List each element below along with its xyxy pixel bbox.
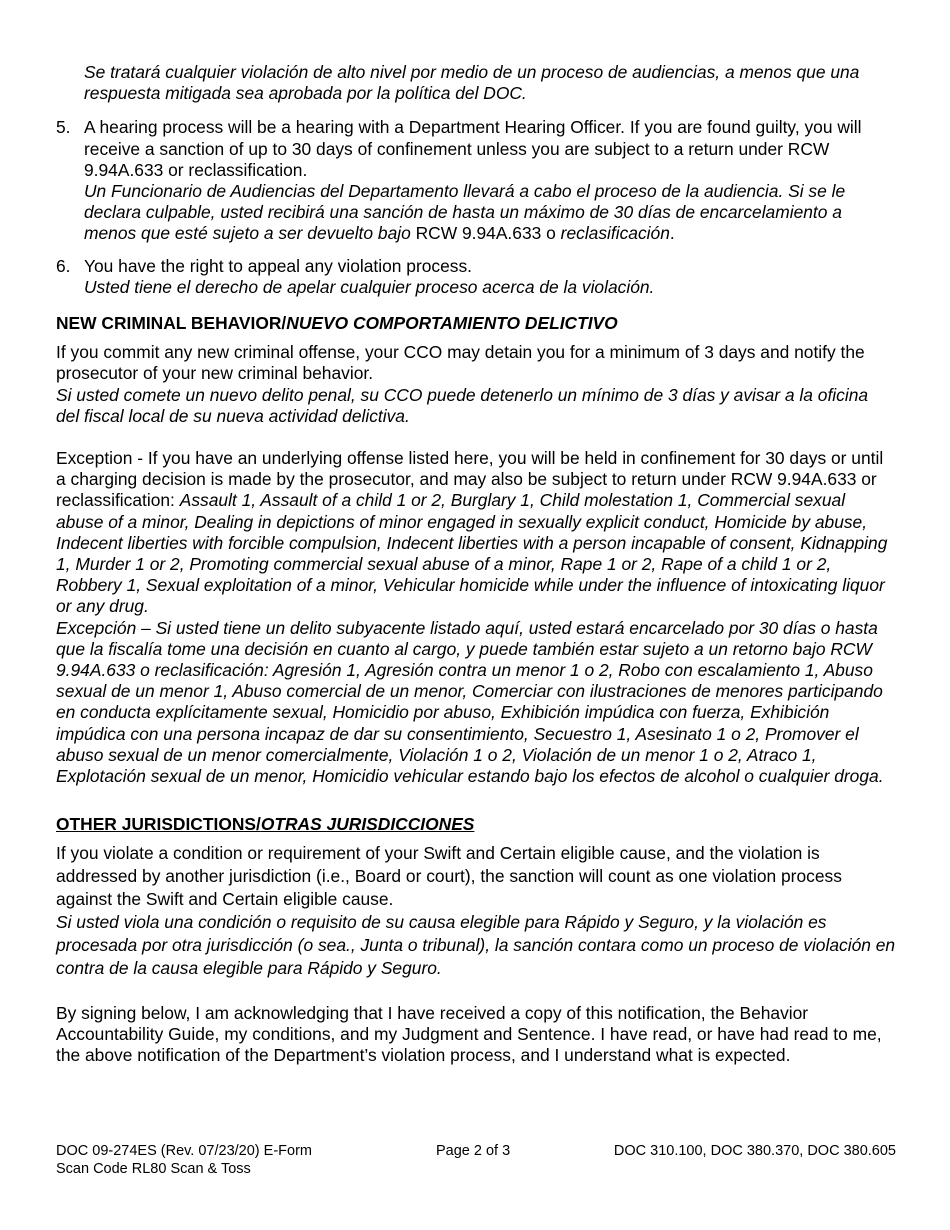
new-criminal-heading: NEW CRIMINAL BEHAVIOR/NUEVO COMPORTAMIENTO DELICTIVO [56,313,618,334]
exception-english-text: Exception - If you have an underlying offense listed here, you will be held in confinement for 30 days or until a charging decision is made by the prosecutor, and may also be subject to return under RCW 9.94A.633 or reclassification: Assault 1, Assault of a child 1 or 2, Burglary 1, Child molestation 1, Commercial sexual abuse of a minor, Dealing in depictions of minor engaged in sexually explicit conduct, Homicide by abuse, Indecent liberties with forcible compulsion, Indecent liberties with a person incapable of consent, Kidnapping 1, Murder 1 or 2, Promoting commercial sexual abuse of a minor, Rape 1 or 2, Rape of a child 1 or 2, Robbery 1, Sexual exploitation of a minor, Vehicular homicide while under the influence of intoxicating liquor or any drug. [56,448,888,617]
list-item-spanish-text: Un Funcionario de Audiencias del Departamento llevará a cabo el proceso de la audiencia. Si se le declara culpable, usted recibirá una sanción de hasta un máximo de 30 días de encarcelamiento a menos que esté sujeto a ser devuelto bajo RCW 9.94A.633 o reclasificación. [84,181,846,244]
list-number: 6. [56,255,71,276]
form-id: DOC 09-274ES (Rev. 07/23/20) E-Form [56,1143,312,1159]
doc-references: DOC 310.100, DOC 380.370, DOC 380.605 [613,1143,896,1159]
list-item-6 [56,256,896,298]
exception-section [56,448,896,787]
page-number: Page 2 of 3 [436,1143,511,1159]
list-item-spanish-text: Usted tiene el derecho de apelar cualquier proceso acerca de la violación. [84,276,655,297]
new-criminal-spanish-text: Si usted comete un nuevo delito penal, su CCO puede detenerlo un mínimo de 3 días y avisar a la oficina del fiscal local de su nueva actividad delictiva. [56,384,869,426]
new-criminal-section [56,342,896,427]
new-criminal-english-text: If you commit any new criminal offense, your CCO may detain you for a minimum of 3 days and notify the prosecutor of your new criminal behavior. [56,342,865,384]
list-item-5 [56,117,896,244]
list-number: 5. [56,117,71,138]
scan-code: Scan Code RL80 Scan & Toss [56,1161,251,1177]
document-body [56,62,896,1066]
footer-form-info [56,1142,312,1178]
intro-spanish-text: Se tratará cualquier violación de alto nivel por medio de un proceso de audiencias, a menos que una respuesta mitigada sea aprobada por la política del DOC. [84,62,860,104]
list-item-english-text: You have the right to appeal any violation process. [84,255,473,276]
other-jurisdictions-heading: OTHER JURISDICTIONS/OTRAS JURISDICCIONES [56,814,475,835]
other-jurisdictions-section [56,842,896,980]
other-jurisdictions-english-text: If you violate a condition or requirement of your Swift and Certain eligible cause, and the violation is addressed by another jurisdiction (i.e., Board or court), the sanction will count as one violation process against the Swift and Certain eligible cause. [56,842,842,909]
exception-spanish-text: Excepción – Si usted tiene un delito subyacente listado aquí, usted estará encarcelado por 30 días o hasta que la fiscalía tome una decisión en cuanto al cargo, y puede también estar sujeto a un retorno bajo RCW 9.94A.633 o reclasificación: Agresión 1, Agresión contra un menor 1 o 2, Robo con escalamiento 1, Abuso sexual de un menor 1, Abuso comercial de un menor, Comerciar con ilustraciones de menores participando en conducta explícitamente sexual, Homicidio por abuso, Exhibición impúdica con fuerza, Exhibición impúdica con una persona incapaz de dar su consentimiento, Secuestro 1, Asesinato 1 o 2, Promover el abuso sexual de un menor comercialmente, Violación 1 o 2, Violación de un menor 1 o 2, Atraco 1, Explotación sexual de un menor, Homicidio vehicular estando bajo los efectos de alcohol o cualquier droga. [56,617,884,787]
acknowledgment-text: By signing below, I am acknowledging that I have received a copy of this notification, the Behavior Accountability Guide, my conditions, and my Judgment and Sentence. I have read, or have had read to me, the above notification of the Department’s violation process, and I understand what is expected. [56,1002,882,1065]
other-jurisdictions-spanish-text: Si usted viola una condición o requisito de su causa elegible para Rápido y Seguro, y la violación es procesada por otra jurisdicción (o sea., Junta o tribunal), la sanción contara como un proceso de violación en contra de la causa elegible para Rápido y Seguro. [56,911,896,978]
list-item-english-text: A hearing process will be a hearing with a Department Hearing Officer. If you are found guilty, you will receive a sanction of up to 30 days of confinement unless you are subject to a return under RCW 9.94A.633 or reclassification. [84,117,862,180]
